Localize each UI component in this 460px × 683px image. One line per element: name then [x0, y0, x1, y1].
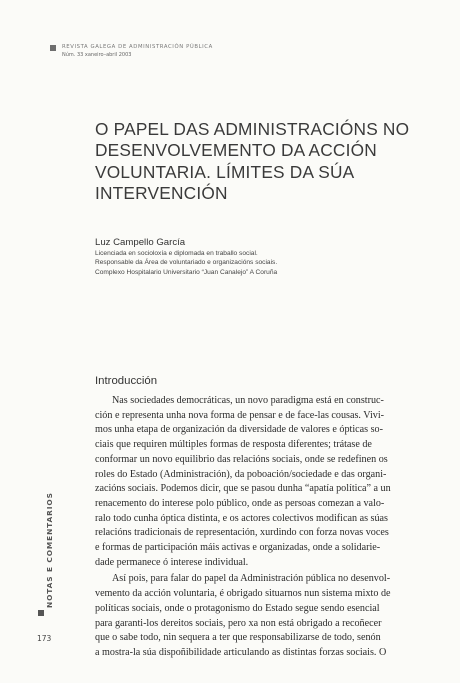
- text-line: dade permanece ó interese individual.: [95, 556, 249, 568]
- text-line: que o sabe todo, nin sequera a ter que responsabilizarse de todo, senón: [95, 632, 381, 644]
- title-line: VOLUNTARIA. LÍMITES DA SÚA: [95, 161, 355, 182]
- title-line: O PAPEL DAS ADMINISTRACIÓNS NO: [95, 119, 410, 139]
- body-text: [95, 394, 445, 661]
- text-line: para garanti-los dereitos sociais, pero xa non está obrigado a recoñecer: [95, 617, 382, 629]
- paragraph-2: [95, 572, 445, 660]
- text-line: ralo todo cunha óptica distinta, e os actores colectivos modifican as súas: [95, 512, 388, 524]
- affiliation-line: Licenciada en socioloxía e diplomada en traballo social.: [95, 250, 258, 257]
- text-line: ción e representa unha nova forma de pensar e de face-las cousas. Vivi-: [95, 409, 385, 421]
- affiliation-line: Complexo Hospitalario Universitario “Juan Canalejo” A Coruña: [95, 268, 278, 276]
- text-line: a mostra-la súa dispoñibilidade articulando as distintas forzas sociais. O: [95, 646, 387, 658]
- header-square-icon: [50, 45, 56, 51]
- text-line: roles do Estado (Administración), da poboación/sociedade e das organi-: [95, 468, 387, 480]
- text-line: mos unha etapa de organización da diversidade de valores e ópticas so-: [95, 424, 383, 436]
- text-line: renacemento do interese polo público, onde as persoas comezan a valo-: [95, 497, 385, 509]
- paragraph-1: [95, 394, 445, 570]
- text-line: Así pois, para falar do papel da Administración pública no desenvol-: [112, 573, 391, 585]
- text-line: ciais que requiren múltiples formas de resposta diferentes; trátase de: [95, 439, 372, 451]
- section-square-icon: [38, 610, 44, 616]
- author-name: Luz Campello García: [95, 237, 186, 248]
- article-title: [95, 119, 425, 204]
- title-line: INTERVENCIÓN: [95, 182, 228, 203]
- affiliation-line: Responsable da Área de voluntariado e organizacións sociais.: [95, 259, 278, 267]
- text-line: Nas sociedades democráticas, un novo paradigma está en construc-: [112, 395, 384, 406]
- text-line: conformar un novo equilibrio das relacións sociais, onde se redefinen os: [95, 453, 388, 465]
- section-heading: Introducción: [95, 375, 158, 387]
- author-block: [95, 236, 277, 277]
- title-line: DESENVOLVEMENTO DA ACCIÓN: [95, 140, 377, 161]
- section-label: NOTAS E COMENTARIOS: [45, 492, 54, 608]
- page-number: 173: [37, 634, 52, 643]
- text-line: políticas sociais, onde o protagonismo do Estado segue sendo esencial: [95, 602, 380, 614]
- issue-info: Núm. 33 xaneiro–abril 2003: [62, 52, 132, 58]
- text-line: zacións sociais. Podemos dicir, que se pasou dunha “apatía política” a un: [95, 483, 391, 495]
- text-line: vemento da acción voluntaria, é obrigado situarnos nun sistema mixto de: [95, 588, 391, 600]
- journal-title: REVISTA GALEGA DE ADMINISTRACIÓN PÚBLICA: [62, 44, 213, 50]
- text-line: relacións tradicionais de representación, xurdindo con forza novas voces: [95, 527, 389, 539]
- text-line: e formas de participación máis activas e organizadas, onde a solidarie-: [95, 542, 381, 554]
